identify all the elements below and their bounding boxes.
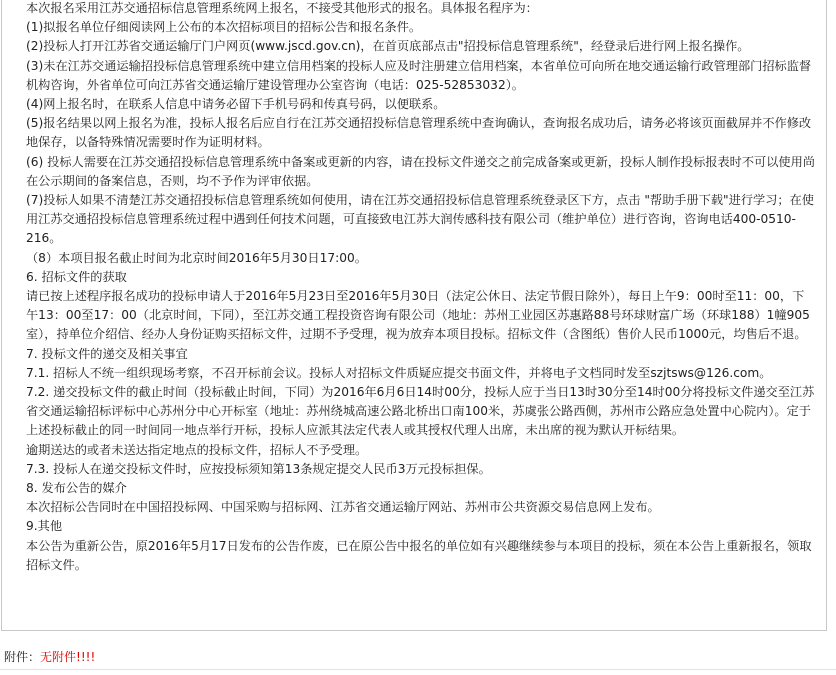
step-7: (7)投标人如果不清楚江苏交通招投标信息管理系统如何使用，请在江苏交通招投标信息管理系统登录区下方，点击 "帮助手册下载"进行学习；在使用江苏交通招投标信息管理系统过程中遇到任何技术问题，可直接致电江苏大润传感科技有限公司（维护单位）进行咨询，咨询电话400-0510-216。 [26, 193, 814, 246]
section-7-2: 7.2. 递交投标文件的截止时间（投标截止时间，下同）为2016年6月6日14时00分，投标人应于当日13时30分至14时00分将投标文件递交至江苏省交通运输招标评标中心苏州分中心开标室（地址：苏州绕城高速公路北桥出口南100米，苏虞张公路西侧，苏州市公路应急处置中心院内）。定于上述投标截止的同一时间同一地点举行开标，投标人应派其法定代表人或其授权代理人出席，未出席的视为默认开标结果。 [26, 385, 815, 438]
announcement-content [26, 0, 816, 575]
late-submission-note: 逾期送达的或者未送达指定地点的投标文件，招标人不予受理。 [26, 442, 368, 457]
attachment-row [4, 648, 95, 666]
step-3: (3)未在江苏交通运输招投标信息管理系统中建立信用档案的投标人应及时注册建立信用档案，本省单位可向所在地交通运输行政管理部门招标监督机构咨询，外省单位可向江苏省交通运输厅建设管理办公室咨询（电话：025-52853032）。 [26, 58, 812, 92]
section-6-body: 请已按上述程序报名成功的投标申请人于2016年5月23日至2016年5月30日（法定公休日、法定节假日除外），每日上午9：00时至11：00，下午13：00至17：00（北京时间，下同），至江苏交通工程投资咨询有限公司（地址：苏州工业园区苏惠路88号环球财富广场（环球188）1幢905室），持单位介绍信、经办人身份证购买招标文件，过期不予受理，视为放弃本项目投标。招标文件（含图纸）售价人民币1000元，均售后不退。 [26, 289, 810, 342]
bottom-divider [0, 669, 836, 670]
section-9-body: 本公告为重新公告，原2016年5月17日发布的公告作废，已在原公告中报名的单位如有兴趣继续参与本项目的投标，须在本公告上重新报名，领取招标文件。 [26, 538, 812, 572]
section-7-heading: 7. 投标文件的递交及相关事宜 [26, 346, 188, 361]
step-4: (4)网上报名时，在联系人信息中请务必留下手机号码和传真号码，以便联系。 [26, 97, 446, 112]
attachment-label: 附件： [4, 650, 41, 664]
step-1: (1)拟报名单位仔细阅读网上公布的本次招标项目的招标公告和报名条件。 [26, 20, 422, 35]
section-9-heading: 9.其他 [26, 519, 63, 534]
section-6-heading: 6. 招标文件的获取 [26, 269, 127, 284]
section-8-heading: 8. 发布公告的媒介 [26, 481, 127, 496]
section-7-1: 7.1. 招标人不统一组织现场考察，不召开标前会议。投标人对招标文件质疑应提交书面文件，并将电子文档同时发至szjtsws@126.com。 [26, 365, 772, 380]
attachment-value: 无附件!!!! [40, 650, 96, 664]
section-8-body: 本次招标公告同时在中国招投标网、中国采购与招标网、江苏省交通运输厅网站、苏州市公共资源交易信息网上发布。 [26, 500, 660, 515]
step-5: (5)报名结果以网上报名为准，投标人报名后应自行在江苏交通招投标信息管理系统中查询确认，查询报名成功后，请务必将该页面截屏并不作修改地保存，以备特殊情况需要时作为证明材料。 [26, 116, 812, 150]
section-7-3: 7.3. 投标人在递交投标文件时，应按投标须知第13条规定提交人民币3万元投标担保。 [26, 461, 491, 476]
step-8: （8）本项目报名截止时间为北京时间2016年5月30日17:00。 [26, 250, 367, 265]
announcement-panel [1, 0, 827, 631]
registration-intro: 本次报名采用江苏交通招标信息管理系统网上报名，不接受其他形式的报名。具体报名程序为： [26, 1, 538, 15]
step-2: (2)投标人打开江苏省交通运输厅门户网页(www.jscd.gov.cn)，在首页底部点击"招投标信息管理系统"，经登录后进行网上报名操作。 [26, 39, 750, 54]
step-6: (6) 投标人需要在江苏交通招投标信息管理系统中备案或更新的内容，请在投标文件递交之前完成备案或更新，投标人制作投标报表时不可以使用尚在公示期间的备案信息，否则，均不予作为评审依据。 [26, 154, 815, 188]
